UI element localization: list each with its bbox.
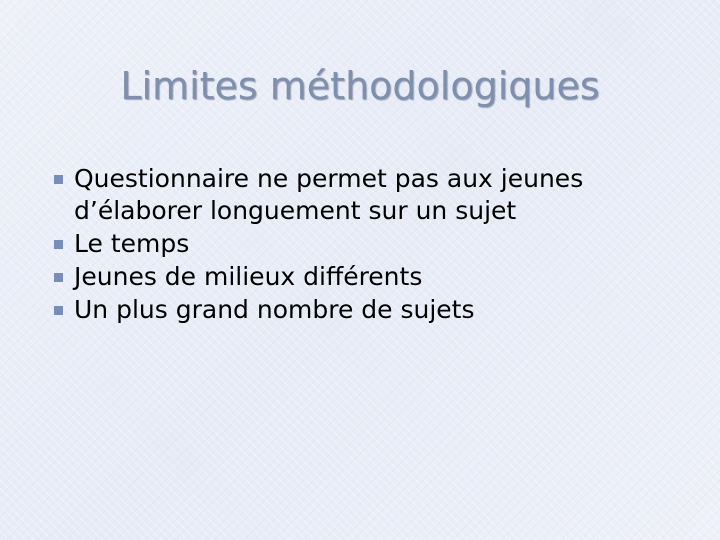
square-bullet-icon bbox=[54, 175, 63, 184]
bullet-text: Questionnaire ne permet pas aux jeunes d’élaborer longuement sur un sujet bbox=[74, 164, 584, 225]
square-bullet-icon bbox=[54, 306, 63, 315]
square-bullet-icon bbox=[54, 240, 63, 249]
bullet-text: Le temps bbox=[74, 229, 190, 258]
bullet-item bbox=[54, 294, 694, 326]
bullet-item bbox=[54, 228, 694, 260]
bullet-text: Jeunes de milieux différents bbox=[74, 262, 423, 291]
square-bullet-icon bbox=[54, 273, 63, 282]
slide-title: Limites méthodologiques bbox=[120, 64, 600, 108]
bullet-text: Un plus grand nombre de sujets bbox=[74, 295, 475, 324]
bullet-item bbox=[54, 261, 694, 293]
bullet-list bbox=[54, 163, 694, 327]
bullet-item bbox=[54, 163, 694, 227]
